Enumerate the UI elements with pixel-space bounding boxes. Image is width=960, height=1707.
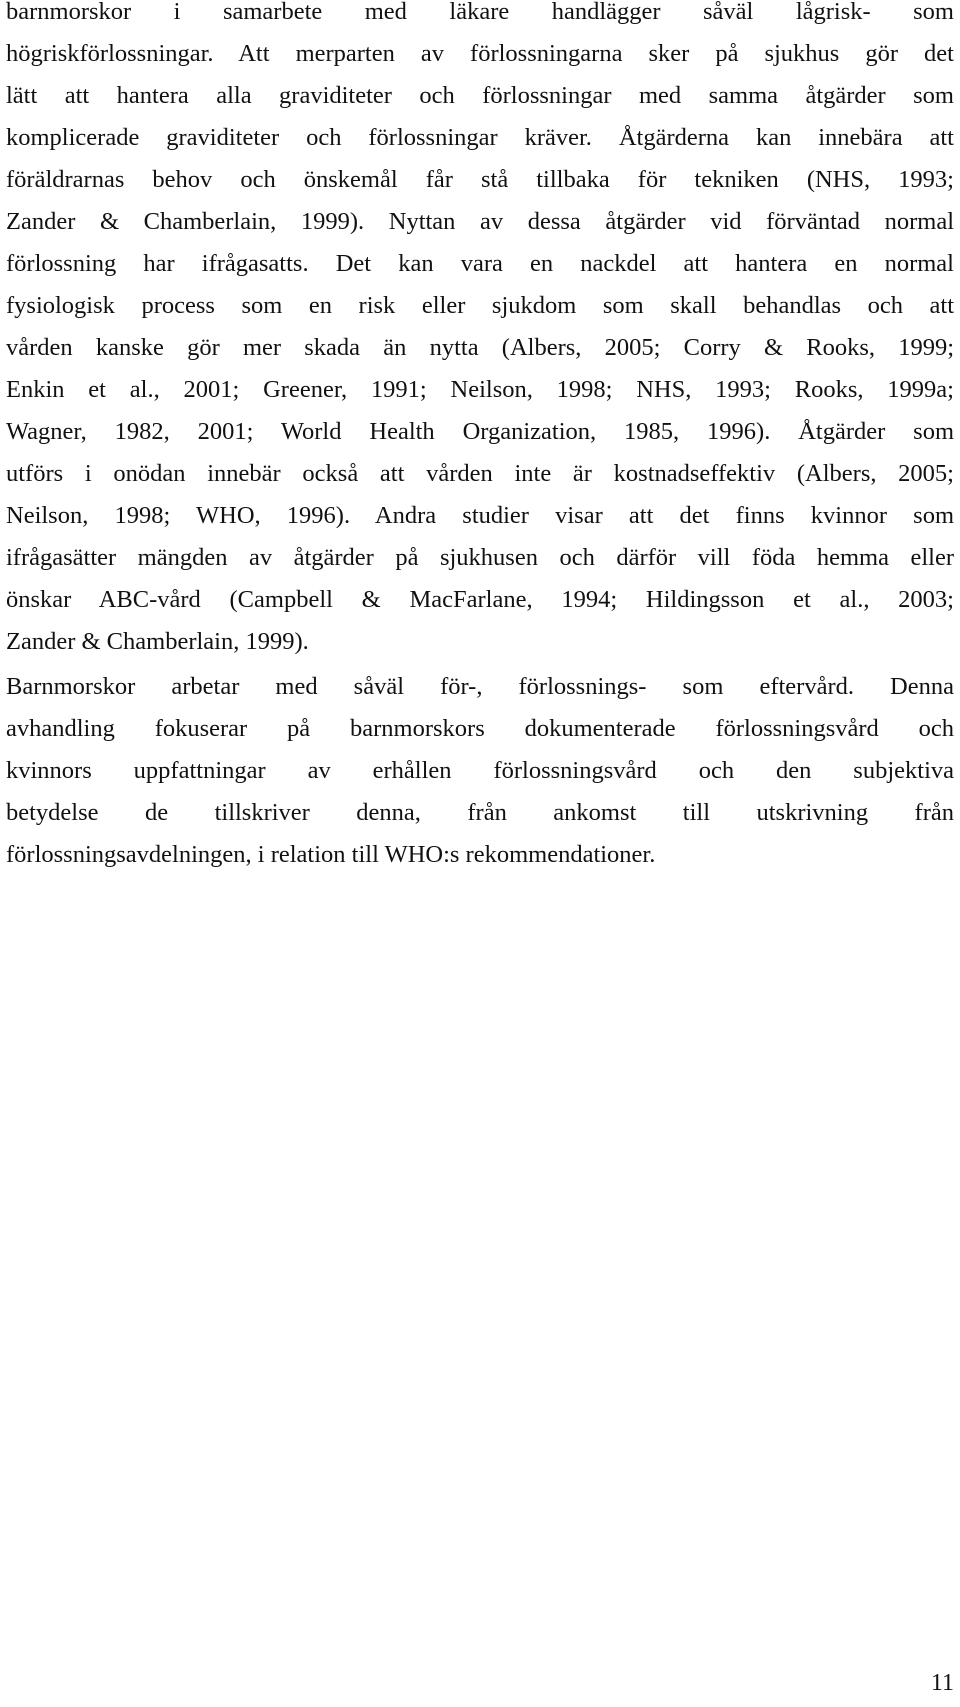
body-paragraph-2 [6,666,954,876]
text-line: vården kanske gör mer skada än nytta (Albers, 2005; Corry & Rooks, 1999; [6,334,954,361]
text-line: Enkin et al., 2001; Greener, 1991; Neilson, 1998; NHS, 1993; Rooks, 1999a; [6,376,954,403]
text-line: komplicerade graviditeter och förlossningar kräver. Åtgärderna kan innebära att [6,124,954,151]
text-line: avhandling fokuserar på barnmorskors dokumenterade förlossningsvård och [6,715,954,742]
text-line: betydelse de tillskriver denna, från ankomst till utskrivning från [6,799,954,826]
text-line: högriskförlossningar. Att merparten av förlossningarna sker på sjukhus gör det [6,40,954,67]
text-line: Neilson, 1998; WHO, 1996). Andra studier visar att det finns kvinnor som [6,502,954,529]
text-line: förlossningsavdelningen, i relation till WHO:s rekommendationer. [6,841,656,868]
text-line: förlossning har ifrågasatts. Det kan vara en nackdel att hantera en normal [6,250,954,277]
text-line: kvinnors uppfattningar av erhållen förlossningsvård och den subjektiva [6,757,954,784]
text-line: utförs i onödan innebär också att vården inte är kostnadseffektiv (Albers, 2005; [6,460,954,487]
text-line: Barnmorskor arbetar med såväl för-, förlossnings- som eftervård. Denna [6,673,954,700]
text-line: önskar ABC-vård (Campbell & MacFarlane, 1994; Hildingsson et al., 2003; [6,586,954,613]
text-line: fysiologisk process som en risk eller sjukdom som skall behandlas och att [6,292,954,319]
text-line: ifrågasätter mängden av åtgärder på sjukhusen och därför vill föda hemma eller [6,544,954,571]
text-line: barnmorskor i samarbete med läkare handlägger såväl lågrisk- som [6,0,954,25]
text-line: Wagner, 1982, 2001; World Health Organization, 1985, 1996). Åtgärder som [6,418,954,445]
text-line: föräldrarnas behov och önskemål får stå tillbaka för tekniken (NHS, 1993; [6,166,954,193]
text-line: lätt att hantera alla graviditeter och förlossningar med samma åtgärder som [6,82,954,109]
text-line: Zander & Chamberlain, 1999). [6,628,309,655]
text-line: Zander & Chamberlain, 1999). Nyttan av dessa åtgärder vid förväntad normal [6,208,954,235]
page-number: 11 [930,1670,954,1696]
body-paragraph-1 [6,0,954,663]
